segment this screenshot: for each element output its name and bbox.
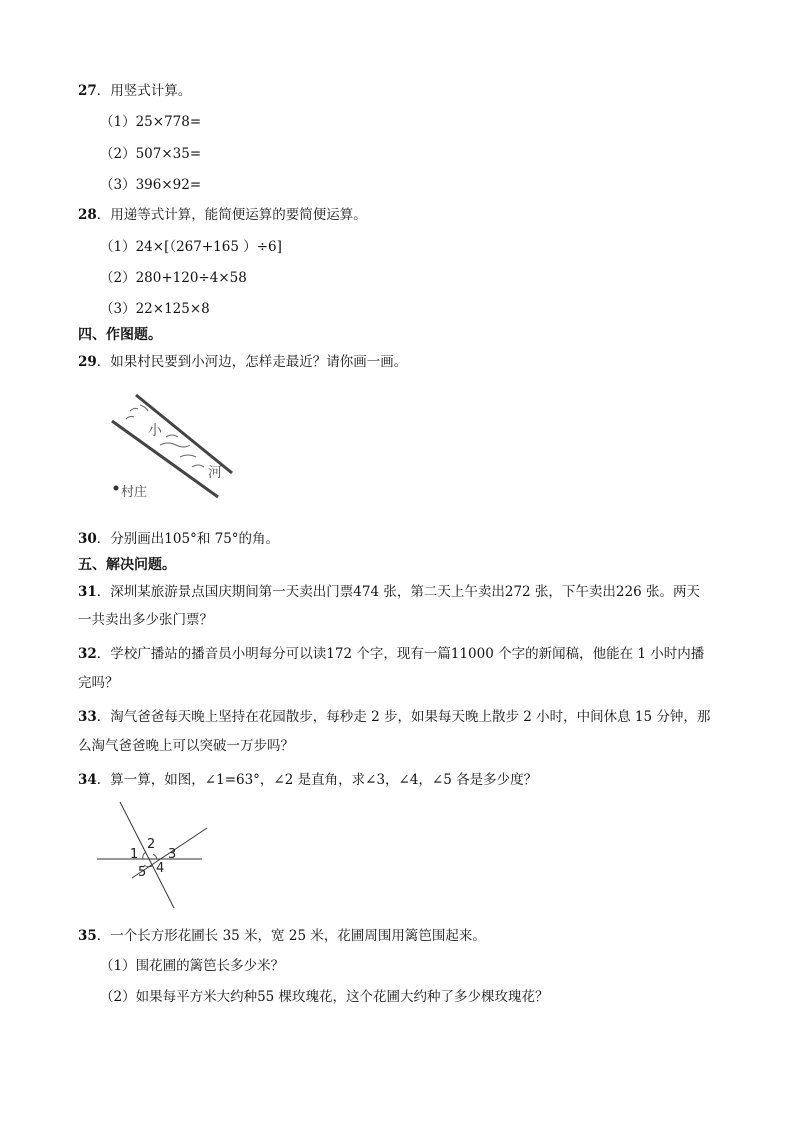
village-label: 村庄 [121, 485, 148, 500]
question-27 [78, 82, 191, 100]
question-text: ．深圳某旅游景点国庆期间第一天卖出门票474 张，第二天上午卖出272 张，下午卖出226 张。两天 [96, 584, 700, 600]
water-wave-marks [160, 435, 204, 467]
question-text: ．算一算，如图，∠1=63°，∠2 是直角，求∠3，∠4，∠5 各是多少度？ [96, 772, 538, 788]
question-32 [78, 645, 704, 663]
q27-item-1: （1）25×778= [100, 114, 202, 130]
question-text: ．用递等式计算，能简便运算的要简便运算。 [96, 207, 367, 223]
question-28 [78, 206, 367, 224]
question-number: 30 [78, 531, 97, 547]
question-number: 33 [78, 709, 97, 725]
question-31 [78, 583, 700, 601]
question-number: 29 [78, 354, 97, 370]
question-text: ．一个长方形花圃长 35 米，宽 25 米，花圃周围用篱笆围起来。 [96, 928, 486, 944]
question-number: 32 [78, 646, 97, 662]
question-text: ．淘气爸爸每天晚上坚持在花园散步，每秒走 2 步，如果每天晚上散步 2 小时，中间休息 15 分钟，那 [96, 709, 711, 725]
question-number: 34 [78, 772, 97, 788]
question-text: ．分别画出105°和 75°的角。 [96, 531, 280, 547]
question-number: 28 [78, 207, 97, 223]
angle-label-5: 5 [138, 865, 147, 880]
angle-label-2: 2 [147, 837, 156, 852]
question-29 [78, 353, 407, 371]
question-30 [78, 530, 279, 548]
q28-item-2: （2）280+120÷4×58 [100, 270, 247, 286]
question-33 [78, 708, 710, 726]
q27-item-3: （3）396×92= [100, 177, 202, 193]
question-31-cont: 一共卖出多少张门票？ [78, 612, 213, 628]
question-text: ．用竖式计算。 [96, 83, 192, 99]
question-32-cont: 完吗？ [78, 675, 119, 691]
river-label-1: 小 [148, 423, 162, 439]
question-number: 31 [78, 584, 97, 600]
village-point [114, 486, 119, 491]
angle-label-4: 4 [156, 861, 165, 876]
q35-item-2: （2）如果每平方米大约种55 棵玫瑰花，这个花圃大约种了多少棵玫瑰花？ [100, 989, 549, 1005]
river-figure [100, 385, 240, 505]
section-heading-4: 四、作图题。 [78, 327, 162, 343]
angle-label-3: 3 [168, 847, 177, 862]
question-34 [78, 771, 537, 789]
angle-figure [92, 796, 217, 911]
question-text: ．如果村民要到小河边，怎样走最近？请你画一画。 [96, 354, 408, 370]
q35-item-1: （1）围花圃的篱笆长多少米？ [100, 958, 285, 974]
question-text: ．学校广播站的播音员小明每分可以读172 个字，现有一篇11000 个字的新闻稿，他能在 1 小时内播 [96, 646, 705, 662]
q28-item-1: （1）24×[（267+165 ）÷6] [100, 239, 282, 255]
question-35 [78, 927, 486, 945]
angle-label-1: 1 [130, 847, 139, 862]
angle-arc [153, 854, 157, 859]
question-33-cont: 么淘气爸爸晚上可以突破一万步吗？ [78, 738, 294, 754]
q28-item-3: （3）22×125×8 [100, 301, 210, 317]
water-wave-marks [126, 405, 148, 419]
question-number: 27 [78, 83, 97, 99]
question-number: 35 [78, 928, 97, 944]
q27-item-2: （2）507×35= [100, 146, 202, 162]
section-heading-5: 五、解决问题。 [78, 557, 176, 573]
river-label-2: 河 [208, 465, 222, 481]
